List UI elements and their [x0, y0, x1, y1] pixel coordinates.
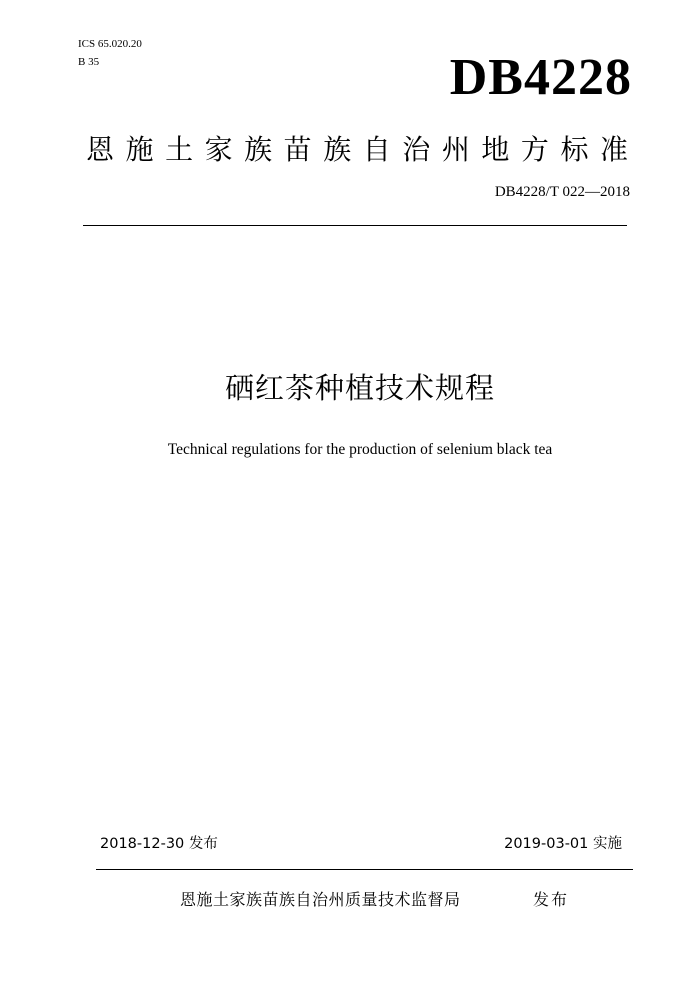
issuing-authority: 恩施土家族苗族自治州质量技术监督局: [180, 890, 461, 909]
document-title-english: Technical regulations for the production of selenium black tea: [167, 441, 553, 458]
standard-logo: DB4228: [449, 49, 632, 106]
classification-code: B 35: [78, 56, 100, 68]
implementation-date: 2019-03-01 实施: [504, 836, 622, 852]
document-title-chinese: 硒红茶种植技术规程: [224, 371, 495, 405]
issue-label: 发布: [533, 890, 570, 909]
footer-divider: [96, 869, 633, 870]
ics-code: ICS 65.020.20: [78, 38, 142, 50]
standard-category-name: 恩施土家族苗族自治州地方标准: [86, 133, 634, 166]
header-divider: [83, 225, 627, 226]
standard-number: DB4228/T 022—2018: [494, 184, 630, 200]
issue-date: 2018-12-30 发布: [100, 836, 218, 852]
